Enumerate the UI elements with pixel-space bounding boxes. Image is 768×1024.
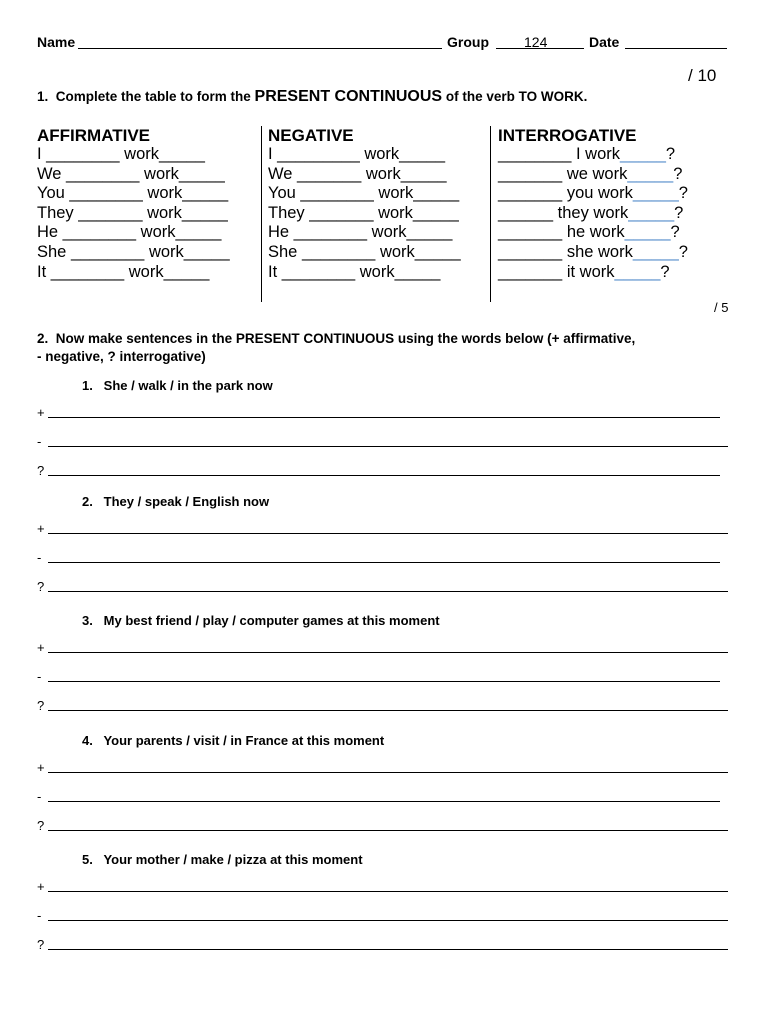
answer-line[interactable] [37, 550, 720, 566]
answer-rule[interactable] [48, 801, 720, 802]
sentence-type-symbol: ? [37, 698, 45, 713]
table-row[interactable]: It ________ work_____ [268, 262, 441, 281]
affirmative-title: AFFIRMATIVE [37, 126, 151, 145]
interrogative-title: INTERROGATIVE [498, 126, 637, 145]
row-text: ______ they work [498, 203, 629, 222]
answer-rule[interactable] [48, 772, 728, 773]
sentence-type-symbol: ? [37, 937, 45, 952]
answer-line[interactable] [37, 521, 728, 537]
table-row[interactable] [498, 223, 688, 243]
sentence-prompt: 3. My best friend / play / computer games at this moment [82, 613, 440, 628]
affirmative-column [37, 145, 230, 282]
table-row[interactable]: It ________ work_____ [37, 262, 210, 281]
group-value: 124 [524, 34, 548, 50]
answer-line[interactable] [37, 698, 728, 714]
table-row[interactable] [498, 145, 688, 165]
row-text: ________ I work [498, 145, 621, 163]
instruction-text-post: of the verb TO WORK. [442, 89, 588, 104]
negative-column [268, 145, 461, 282]
answer-line[interactable] [37, 937, 728, 953]
answer-line[interactable] [37, 463, 720, 479]
sentence-type-symbol: + [37, 640, 45, 655]
question-mark: ? [678, 242, 688, 261]
answer-line[interactable] [37, 760, 728, 776]
suffix-blank[interactable]: _____ [614, 262, 661, 281]
table-row[interactable]: She ________ work_____ [37, 242, 230, 261]
suffix-blank[interactable]: _____ [632, 242, 679, 261]
question-mark: ? [670, 223, 680, 242]
table-row[interactable] [498, 263, 688, 283]
answer-rule[interactable] [48, 681, 720, 682]
question-mark: ? [678, 184, 688, 203]
table-row[interactable]: We _______ work_____ [268, 164, 447, 183]
sentence-type-symbol: + [37, 760, 45, 775]
sentence-prompt: 1. She / walk / in the park now [82, 378, 273, 393]
suffix-blank[interactable]: _____ [620, 145, 666, 163]
answer-rule[interactable] [48, 652, 728, 653]
suffix-blank[interactable]: _____ [627, 164, 674, 183]
exercise2-instruction-line2: - negative, ? interrogative) [37, 349, 206, 364]
sentence-type-symbol: - [37, 669, 42, 684]
table-row[interactable]: You ________ work_____ [268, 184, 460, 203]
sentence-type-symbol: ? [37, 818, 45, 833]
answer-rule[interactable] [48, 562, 720, 563]
sentence-type-symbol: - [37, 434, 42, 449]
sentence-type-symbol: - [37, 789, 42, 804]
answer-line[interactable] [37, 908, 728, 924]
column-divider [261, 126, 262, 302]
sentence-type-symbol: + [37, 405, 45, 420]
interrogative-column [498, 145, 688, 282]
answer-line[interactable] [37, 789, 720, 805]
answer-line[interactable] [37, 669, 720, 685]
exercise2-instruction-line1: 2. Now make sentences in the PRESENT CONTINUOUS using the words below (+ affirmative, [37, 331, 636, 346]
answer-line[interactable] [37, 405, 720, 421]
instruction-text-pre: 1. Complete the table to form the [37, 89, 255, 104]
answer-rule[interactable] [48, 533, 728, 534]
answer-line[interactable] [37, 579, 728, 595]
suffix-blank[interactable]: _____ [628, 203, 675, 222]
table-row[interactable]: He ________ work_____ [268, 223, 453, 242]
total-score: / 10 [688, 66, 717, 85]
answer-line[interactable] [37, 879, 728, 895]
table-row[interactable] [498, 184, 688, 204]
table-row[interactable]: They _______ work_____ [268, 203, 459, 222]
question-mark: ? [674, 203, 684, 222]
negative-title: NEGATIVE [268, 126, 354, 145]
group-label: Group [447, 34, 489, 50]
date-field[interactable] [625, 48, 727, 49]
answer-rule[interactable] [48, 949, 728, 950]
question-mark: ? [665, 145, 676, 163]
row-text: _______ he work [498, 223, 625, 242]
row-text: _______ it work [498, 262, 615, 281]
exercise1-instruction [37, 88, 587, 106]
answer-rule[interactable] [48, 830, 728, 831]
exercise1-score: / 5 [714, 300, 729, 315]
sentence-type-symbol: ? [37, 463, 45, 478]
name-label: Name [37, 34, 76, 50]
sentence-type-symbol: - [37, 550, 42, 565]
sentence-type-symbol: ? [37, 579, 45, 594]
answer-rule[interactable] [48, 591, 728, 592]
answer-rule[interactable] [48, 475, 720, 476]
sentence-prompt: 4. Your parents / visit / in France at this moment [82, 733, 385, 748]
column-divider [490, 126, 491, 302]
suffix-blank[interactable]: _____ [632, 184, 679, 203]
instruction-emphasis: PRESENT CONTINUOUS [254, 88, 443, 105]
table-row[interactable] [498, 243, 688, 263]
sentence-type-symbol: - [37, 908, 42, 923]
answer-rule[interactable] [48, 891, 728, 892]
answer-rule[interactable] [48, 417, 720, 418]
answer-line[interactable] [37, 640, 728, 656]
table-row[interactable]: You ________ work_____ [37, 184, 229, 203]
table-row[interactable]: We ________ work_____ [37, 164, 225, 183]
table-row[interactable]: I ________ work_____ [37, 145, 205, 163]
date-label: Date [589, 34, 620, 50]
table-row[interactable]: She ________ work_____ [268, 242, 461, 261]
sentence-type-symbol: + [37, 879, 45, 894]
answer-rule[interactable] [48, 446, 728, 447]
sentence-prompt: 5. Your mother / make / pizza at this moment [82, 852, 363, 867]
answer-line[interactable] [37, 434, 728, 450]
sentence-prompt: 2. They / speak / English now [82, 494, 270, 509]
name-field[interactable] [78, 48, 442, 49]
answer-rule[interactable] [48, 710, 728, 711]
answer-line[interactable] [37, 818, 728, 834]
table-row[interactable]: They _______ work_____ [37, 203, 228, 222]
answer-rule[interactable] [48, 920, 728, 921]
question-mark: ? [673, 164, 683, 183]
question-mark: ? [660, 262, 670, 281]
table-row[interactable]: He ________ work_____ [37, 223, 222, 242]
sentence-type-symbol: + [37, 521, 45, 536]
table-row[interactable] [498, 204, 688, 224]
table-row[interactable] [498, 165, 688, 185]
suffix-blank[interactable]: _____ [624, 223, 671, 242]
row-text: _______ we work [498, 164, 628, 183]
row-text: _______ you work [498, 184, 633, 203]
row-text: _______ she work [498, 242, 633, 261]
table-row[interactable]: I _________ work_____ [268, 145, 446, 163]
